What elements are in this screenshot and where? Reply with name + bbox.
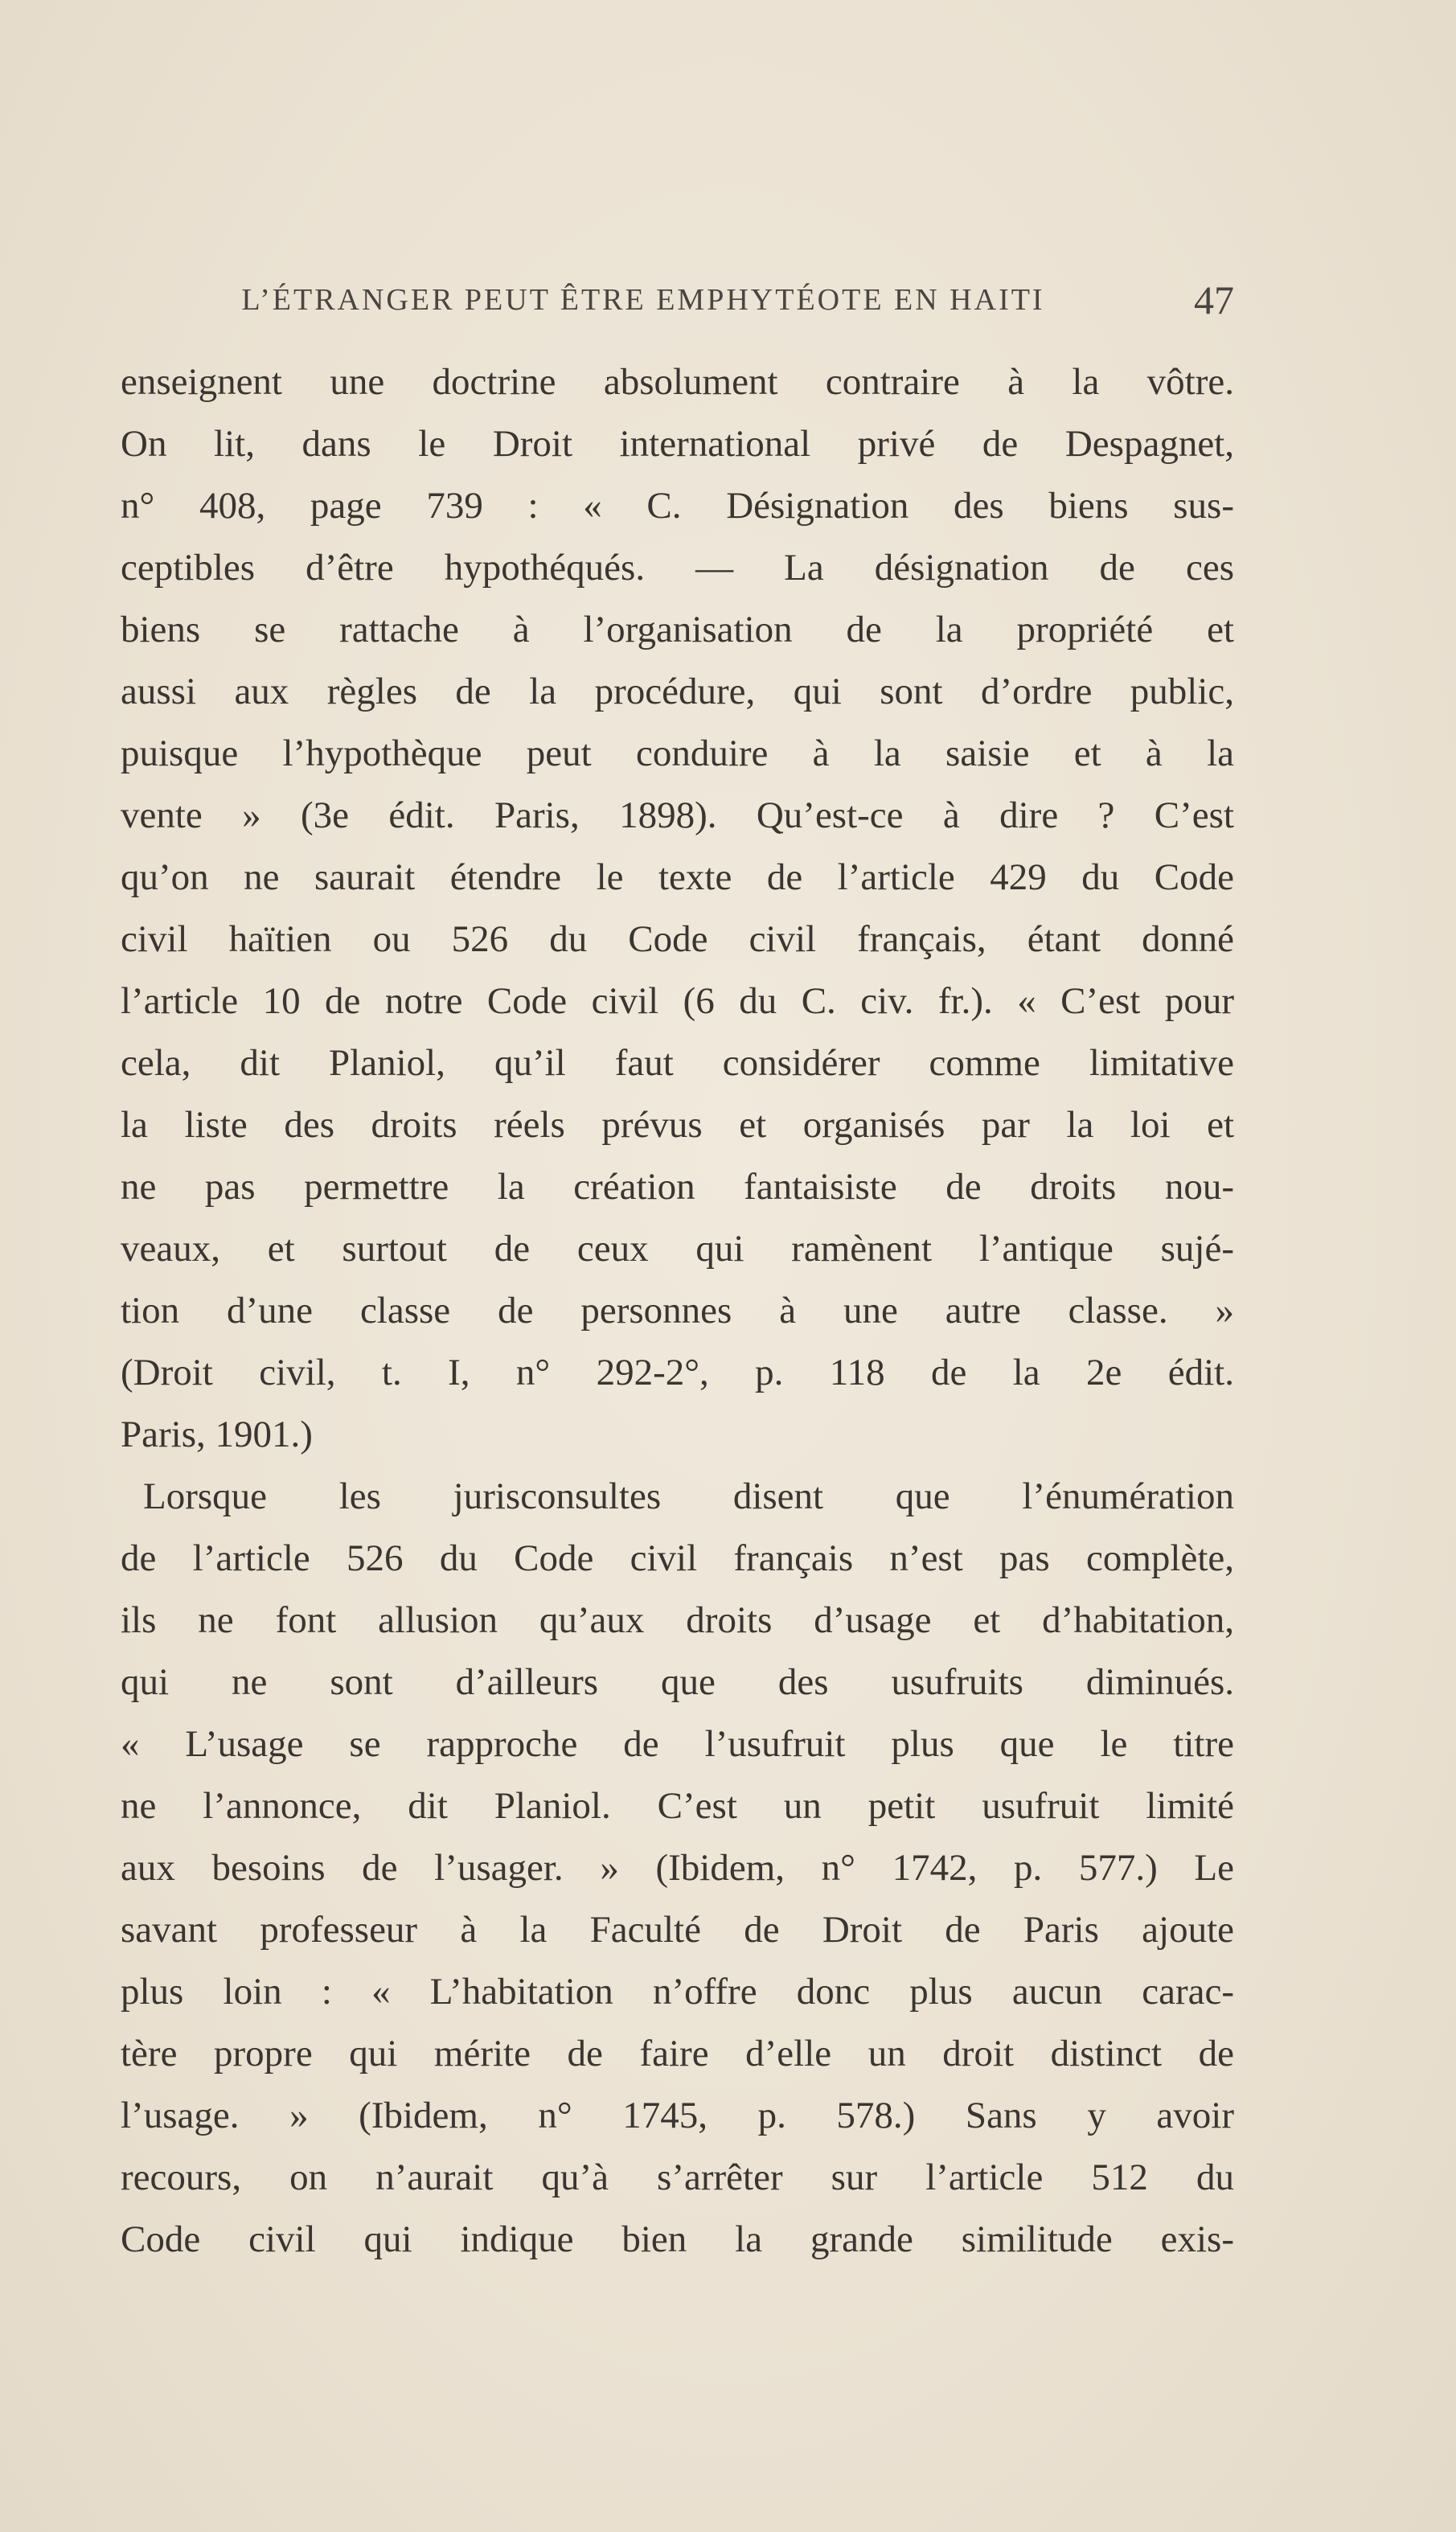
page-number: 47 <box>1194 277 1234 322</box>
text-line: aussi aux règles de la procédure, qui sont d’ordre public, <box>121 671 1234 712</box>
text-line: qui ne sont d’ailleurs que des usufruits diminués. <box>121 1661 1234 1703</box>
text-line: puisque l’hypothèque peut conduire à la saisie et à la <box>121 733 1234 774</box>
text-line: vente » (3e édit. Paris, 1898). Qu’est-ce à dire ? C’est <box>121 794 1234 836</box>
text-line: veaux, et surtout de ceux qui ramènent l’antique sujé- <box>121 1228 1234 1270</box>
text-line: la liste des droits réels prévus et organisés par la loi et <box>121 1104 1234 1146</box>
text-line: ceptibles d’être hypothéqués. — La désignation de ces <box>121 547 1234 589</box>
text-line: Lorsque les jurisconsultes disent que l’énumération <box>143 1475 1234 1517</box>
text-line: (Droit civil, t. I, n° 292-2°, p. 118 de la 2e édit. <box>121 1352 1234 1393</box>
text-line: civil haïtien ou 526 du Code civil français, étant donné <box>121 918 1234 960</box>
running-title: L’ÉTRANGER PEUT ÊTRE EMPHYTÉOTE EN HAITI <box>241 283 1045 317</box>
text-line: Code civil qui indique bien la grande similitude exis- <box>121 2218 1234 2260</box>
text-line: l’usage. » (Ibidem, n° 1745, p. 578.) Sans y avoir <box>121 2095 1234 2136</box>
text-line: plus loin : « L’habitation n’offre donc plus aucun carac- <box>121 1971 1234 2013</box>
text-line: Paris, 1901.) <box>121 1414 313 1455</box>
text-line: ne l’annonce, dit Planiol. C’est un petit usufruit limité <box>121 1785 1234 1827</box>
text-line: tion d’une classe de personnes à une autre classe. » <box>121 1290 1234 1332</box>
body-text <box>121 351 1234 2271</box>
text-line: ne pas permettre la création fantaisiste de droits nou- <box>121 1166 1234 1208</box>
text-line: cela, dit Planiol, qu’il faut considérer comme limitative <box>121 1042 1234 1084</box>
text-line: « L’usage se rapproche de l’usufruit plus que le titre <box>121 1723 1234 1765</box>
text-line: n° 408, page 739 : « C. Désignation des biens sus- <box>121 485 1234 527</box>
text-line: de l’article 526 du Code civil français n’est pas complète, <box>121 1537 1234 1579</box>
text-line: savant professeur à la Faculté de Droit de Paris ajoute <box>121 1909 1234 1951</box>
text-line: enseignent une doctrine absolument contraire à la vôtre. <box>121 361 1234 403</box>
text-line: biens se rattache à l’organisation de la propriété et <box>121 609 1234 650</box>
text-line: recours, on n’aurait qu’à s’arrêter sur l’article 512 du <box>121 2157 1234 2198</box>
text-line: l’article 10 de notre Code civil (6 du C. civ. fr.). « C’est pour <box>121 980 1234 1022</box>
paragraph <box>121 1466 1234 2271</box>
text-line: On lit, dans le Droit international privé de Despagnet, <box>121 423 1234 465</box>
text-line: tère propre qui mérite de faire d’elle un droit distinct de <box>121 2033 1234 2074</box>
text-line: aux besoins de l’usager. » (Ibidem, n° 1742, p. 577.) Le <box>121 1847 1234 1889</box>
paragraph <box>121 351 1234 1466</box>
text-line: qu’on ne saurait étendre le texte de l’article 429 du Code <box>121 856 1234 898</box>
text-line: ils ne font allusion qu’aux droits d’usage et d’habitation, <box>121 1599 1234 1641</box>
running-head <box>121 272 1234 328</box>
